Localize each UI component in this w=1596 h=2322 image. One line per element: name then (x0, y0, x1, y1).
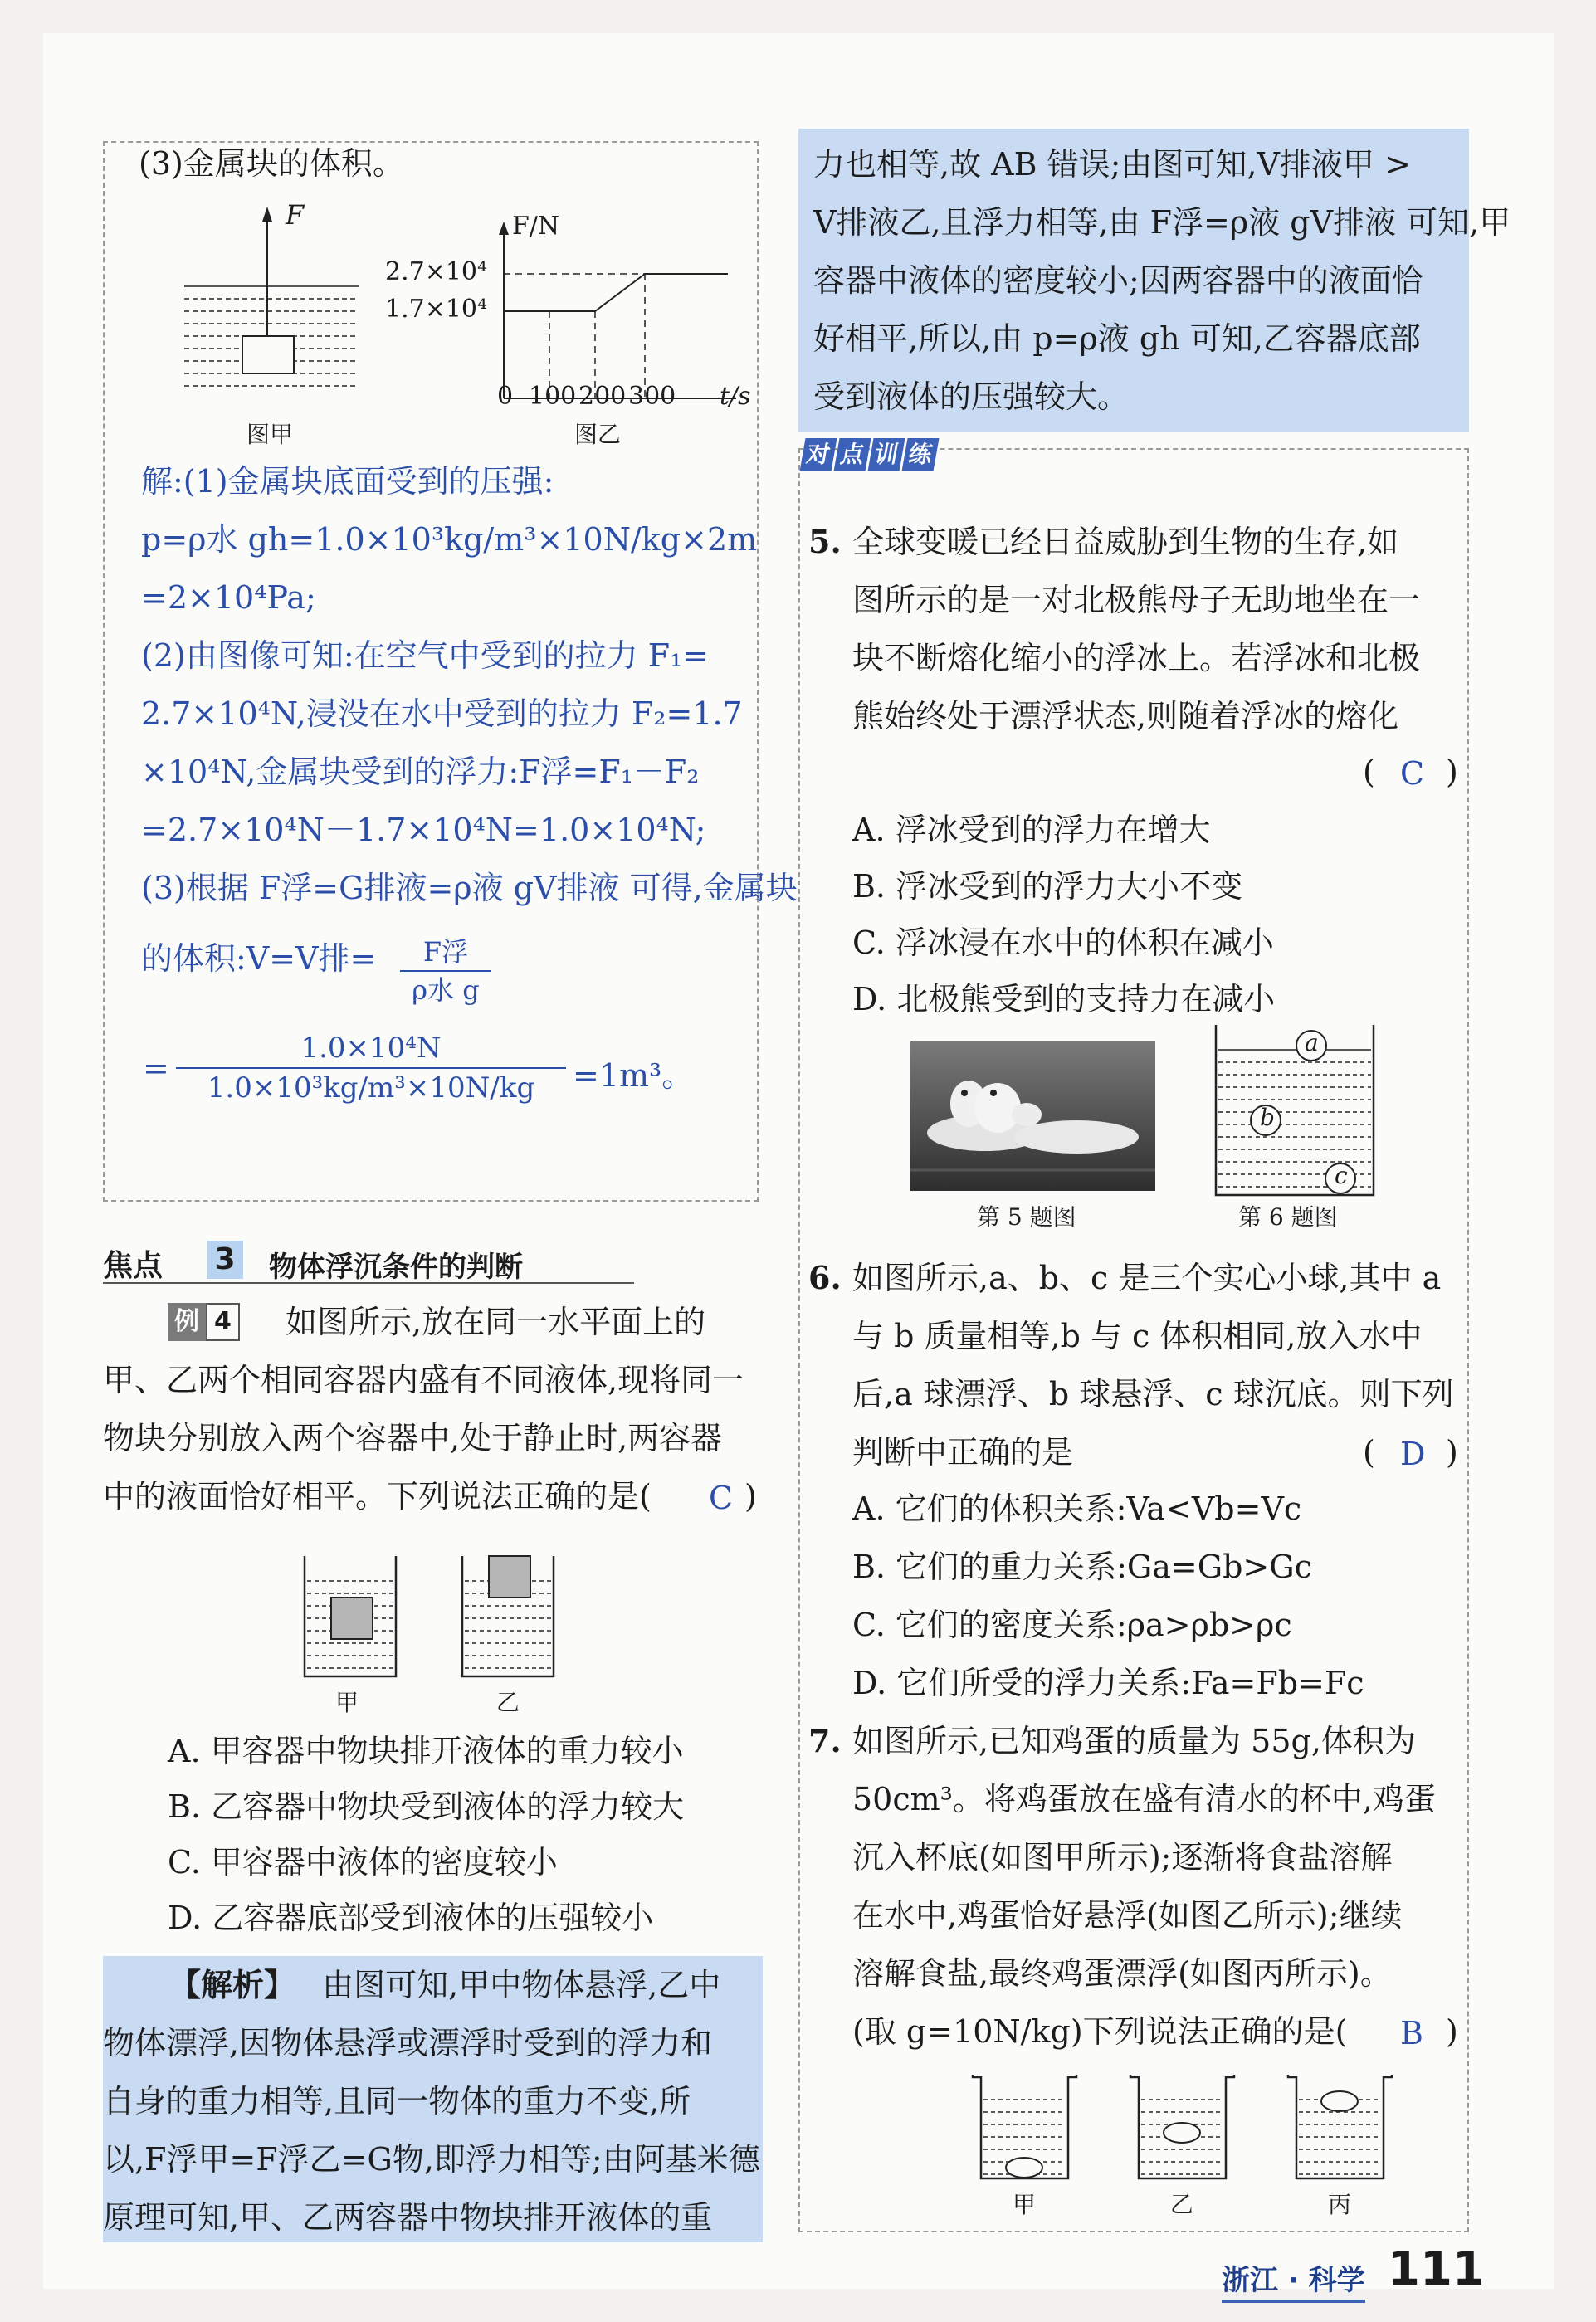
graph-y-lo: 1.7×10⁴ (385, 295, 488, 324)
page (43, 33, 1554, 2297)
example-answer: C (709, 1480, 734, 1516)
analysis-line: 物体漂浮,因物体悬浮或漂浮时受到的浮力和 (103, 2025, 713, 2061)
analysis-line: 自身的重力相等,且同一物体的重力不变,所 (103, 2083, 691, 2120)
graph-yi (495, 220, 744, 402)
q5-paren-open: ( (1363, 754, 1375, 790)
q7-line: 溶解食盐,最终鸡蛋漂浮(如图丙所示)。 (852, 1955, 1392, 1992)
graph-x-tick-100: 100 (529, 382, 577, 411)
q7-answer: B (1400, 2015, 1423, 2051)
fig-jia-label: 图甲 (246, 421, 294, 448)
solution-line: =2×10⁴Pa; (141, 579, 316, 616)
q6-line: 后,a 球漂浮、b 球悬浮、c 球沉底。则下列 (852, 1376, 1454, 1412)
example-option-a: A. 甲容器中物块排开液体的重力较小 (168, 1733, 684, 1769)
practice-tag-char: 点 (833, 438, 871, 471)
analysis-cont-line: 受到液体的压强较大。 (813, 378, 1130, 415)
solution-line: =2.7×10⁴N－1.7×10⁴N=1.0×10⁴N; (141, 812, 706, 848)
example-tag (168, 1303, 240, 1341)
solution-line: (3)根据 F浮=G排液=ρ液 gV排液 可得,金属块 (141, 870, 798, 906)
example-option-b: B. 乙容器中物块受到液体的浮力较大 (168, 1788, 685, 1825)
polar-bear-photo (910, 1041, 1155, 1191)
containers-figure (300, 1552, 566, 1689)
fraction-2-numerator: 1.0×10⁴N (176, 1029, 566, 1069)
cup-bing-label: 丙 (1328, 2191, 1352, 2218)
focus-number: 3 (207, 1241, 243, 1279)
graph-x-tick-200: 200 (578, 382, 627, 411)
fraction-2-prefix: = (143, 1050, 169, 1086)
solution-line: 的体积:V=V排= (141, 940, 377, 977)
fraction-1-numerator: F浮 (400, 934, 491, 972)
cup-yi-label: 乙 (1170, 2191, 1194, 2218)
analysis-line: 原理可知,甲、乙两容器中物块排开液体的重 (103, 2199, 713, 2236)
graph-x-axis-label: t/s (720, 382, 751, 411)
analysis-box (103, 1956, 763, 2242)
q7-close-paren: ) (1446, 2013, 1458, 2050)
part3-title: (3)金属块的体积。 (139, 145, 404, 182)
cup-jia-label: 甲 (1013, 2191, 1037, 2218)
solution-text (141, 452, 798, 1000)
q5-line: 熊始终处于漂浮状态,则随着浮冰的熔化 (852, 698, 1399, 734)
fig-yi-label: 图乙 (574, 421, 622, 448)
page-number: 111 (1388, 2242, 1485, 2296)
focus-header (103, 1241, 634, 1284)
fraction-2-suffix: =1m³。 (573, 1057, 694, 1094)
q6-option-b: B. 它们的重力关系:Ga=Gb>Gc (852, 1549, 1312, 1585)
q5-number: 5. (808, 523, 842, 560)
example-line: 物块分别放入两个容器中,处于静止时,两容器 (103, 1420, 723, 1456)
q6-option-a: A. 它们的体积关系:Va<Vb=Vc (852, 1490, 1302, 1527)
practice-tag-char: 训 (867, 438, 905, 471)
analysis-cont-line: 力也相等,故 AB 错误;由图可知,V排液甲 > (813, 146, 1411, 183)
q5-option-b: B. 浮冰受到的浮力大小不变 (852, 868, 1243, 905)
q6-number: 6. (808, 1259, 842, 1296)
q6-option-d: D. 它们所受的浮力关系:Fa=Fb=Fc (852, 1665, 1364, 1701)
q5-answer: C (1400, 755, 1425, 792)
analysis-cont-line: 好相平,所以,由 p=ρ液 gh 可知,乙容器底部 (813, 320, 1421, 357)
q5-line: 图所示的是一对北极熊母子无助地坐在一 (852, 582, 1421, 618)
q6-line: 与 b 质量相等,b 与 c 体积相同,放入水中 (852, 1318, 1423, 1354)
graph-y-hi: 2.7×10⁴ (385, 257, 488, 286)
balls-figure (1212, 1021, 1378, 1199)
q7-line: (取 g=10N/kg)下列说法正确的是( (852, 2013, 1348, 2050)
container-yi-label: 乙 (496, 1689, 520, 1716)
q6-line: 判断中正确的是 (852, 1434, 1074, 1471)
q7-line: 如图所示,已知鸡蛋的质量为 55g,体积为 (852, 1723, 1416, 1759)
q5-option-d: D. 北极熊受到的支持力在减小 (852, 981, 1276, 1017)
example-close-paren: ) (744, 1478, 757, 1515)
analysis-line: 由图可知,甲中物体悬浮,乙中 (322, 1967, 721, 2003)
fig5-label: 第 5 题图 (977, 1203, 1076, 1231)
ball-a-label: a (1305, 1029, 1319, 1056)
fraction-2-denominator: 1.0×10³kg/m³×10N/kg (207, 1071, 535, 1105)
q6-option-c: C. 它们的密度关系:ρa>ρb>ρc (852, 1607, 1292, 1643)
ball-c-label: c (1335, 1162, 1348, 1189)
q6-line: 如图所示,a、b、c 是三个实心小球,其中 a (852, 1260, 1442, 1296)
solution-line: p=ρ水 gh=1.0×10³kg/m³×10N/kg×2m (141, 521, 758, 558)
analysis-tag: 【解析】 (169, 1966, 296, 2003)
analysis-continued-box (798, 129, 1511, 432)
q5-line: 块不断熔化缩小的浮冰上。若浮冰和北极 (852, 640, 1421, 676)
solution-line: (2)由图像可知:在空气中受到的拉力 F₁= (141, 637, 710, 674)
force-label: F (286, 199, 305, 231)
analysis-line: 以,F浮甲=F浮乙=G物,即浮力相等;由阿基米德 (103, 2141, 760, 2178)
ball-b-label: b (1260, 1104, 1275, 1131)
practice-tag-char: 练 (901, 438, 939, 471)
focus-prefix: 焦点 (103, 1249, 164, 1283)
q6-paren-open: ( (1363, 1434, 1375, 1471)
q6-answer: D (1400, 1436, 1426, 1472)
graph-x-tick-0: 0 (497, 382, 514, 411)
analysis-cont-line: 容器中液体的密度较小;因两容器中的液面恰 (813, 262, 1423, 299)
graph-x-tick-300: 300 (628, 382, 676, 411)
solution-line: 解:(1)金属块底面受到的压强: (141, 463, 554, 500)
fraction-1 (400, 934, 491, 1008)
fig6-label: 第 6 题图 (1238, 1203, 1338, 1231)
analysis-first-line (103, 1956, 763, 2014)
q7-number: 7. (808, 1722, 842, 1759)
practice-tag (803, 438, 936, 471)
fraction-2 (176, 1029, 566, 1107)
q5-line: 全球变暖已经日益威胁到生物的生存,如 (852, 524, 1399, 560)
fraction-1-denominator: ρ水 g (412, 974, 480, 1006)
example-line: 甲、乙两个相同容器内盛有不同液体,现将同一 (103, 1362, 744, 1398)
q6-paren-close: ) (1446, 1434, 1458, 1471)
example-line: 如图所示,放在同一水平面上的 (286, 1304, 706, 1340)
analysis-cont-line: V排液乙,且浮力相等,由 F浮=ρ液 gV排液 可知,甲 (813, 204, 1511, 241)
graph-y-axis-label: F/N (512, 212, 560, 241)
focus-title: 物体浮沉条件的判断 (269, 1251, 523, 1284)
example-line: 中的液面恰好相平。下列说法正确的是( (103, 1478, 652, 1515)
q5-option-a: A. 浮冰受到的浮力在增大 (852, 812, 1211, 848)
practice-tag-char: 对 (799, 438, 837, 471)
example-tag-label: 例 (168, 1303, 206, 1341)
q5-paren-close: ) (1446, 754, 1458, 790)
example-option-d: D. 乙容器底部受到液体的压强较小 (168, 1900, 654, 1936)
solution-line: ×10⁴N,金属块受到的浮力:F浮=F₁－F₂ (141, 754, 700, 790)
example-tag-number: 4 (206, 1303, 240, 1341)
container-jia-label: 甲 (335, 1689, 359, 1716)
q7-line: 沉入杯底(如图甲所示);逐渐将食盐溶解 (852, 1839, 1393, 1876)
solution-line: 2.7×10⁴N,浸没在水中受到的拉力 F₂=1.7 (141, 695, 743, 732)
figure-jia (176, 203, 367, 411)
q7-line: 50cm³。将鸡蛋放在盛有清水的杯中,鸡蛋 (852, 1781, 1436, 1817)
example-option-c: C. 甲容器中液体的密度较小 (168, 1844, 558, 1881)
q5-option-c: C. 浮冰浸在水中的体积在减小 (852, 924, 1274, 961)
q7-line: 在水中,鸡蛋恰好悬浮(如图乙所示);继续 (852, 1897, 1403, 1934)
footer-subject: 浙江 · 科学 (1222, 2257, 1365, 2303)
egg-cups-figure (969, 2071, 1417, 2187)
